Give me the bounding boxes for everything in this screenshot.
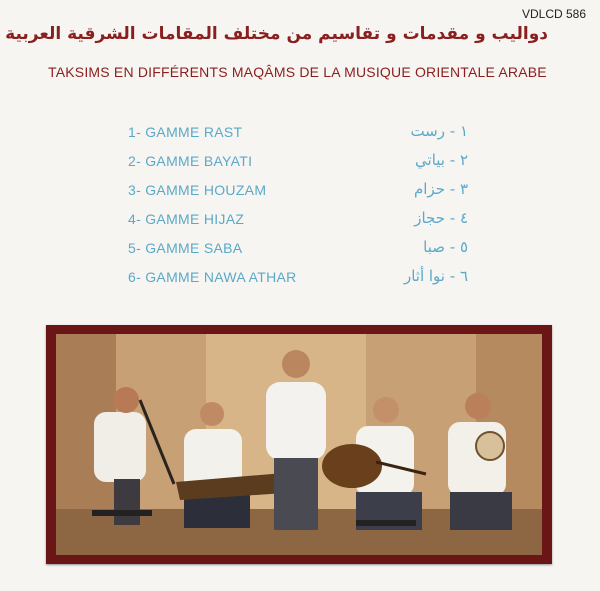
chair — [92, 510, 152, 516]
oud-icon — [322, 444, 382, 488]
track-title-ar: ٥ - صبا — [423, 238, 468, 256]
track-title-fr: 3- GAMME HOUZAM — [128, 182, 267, 198]
photo-frame — [46, 325, 552, 564]
track-item — [128, 265, 468, 294]
catalog-number: VDLCD 586 — [521, 7, 586, 21]
ensemble-photo — [56, 334, 542, 555]
track-title-ar: ٦ - نوا أثار — [403, 267, 468, 285]
track-title-ar: ٢ - بياتي — [415, 151, 468, 169]
track-title-fr: 1- GAMME RAST — [128, 124, 243, 140]
chair — [356, 520, 416, 526]
track-item — [128, 207, 468, 236]
title-arabic: دواليب و مقدمات و تقاسيم من مختلف المقامات الشرقية العربية — [5, 24, 548, 44]
track-list — [128, 120, 468, 294]
track-title-fr: 6- GAMME NAWA ATHAR — [128, 269, 297, 285]
track-title-ar: ٤ - حجاز — [414, 209, 468, 227]
riq-icon — [476, 432, 504, 460]
track-title-ar: ١ - رست — [410, 122, 468, 140]
title-french: TAKSIMS EN DIFFÉRENTS MAQÂMS DE LA MUSIQUE ORIENTALE ARABE — [48, 64, 547, 80]
track-title-fr: 5- GAMME SABA — [128, 240, 243, 256]
track-item — [128, 149, 468, 178]
track-title-ar: ٣ - حزام — [413, 180, 468, 198]
track-item — [128, 120, 468, 149]
track-title-fr: 2- GAMME BAYATI — [128, 153, 253, 169]
track-item — [128, 236, 468, 265]
track-item — [128, 178, 468, 207]
track-title-fr: 4- GAMME HIJAZ — [128, 211, 245, 227]
musicians-illustration — [56, 334, 542, 555]
